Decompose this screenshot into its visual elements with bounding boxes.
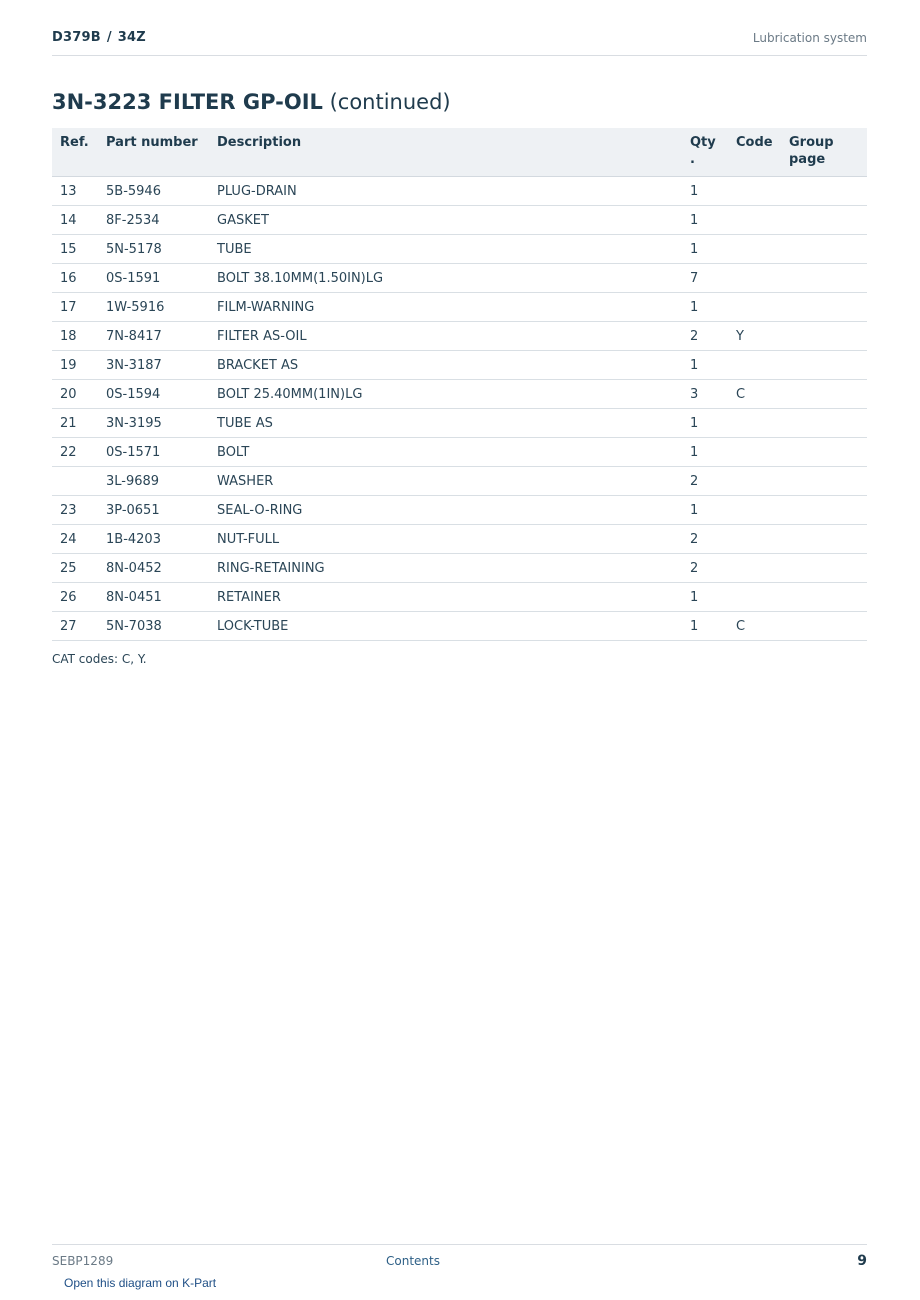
page-header bbox=[52, 28, 867, 56]
cell-qty: 1 bbox=[682, 351, 728, 380]
header-separator: / bbox=[106, 30, 112, 45]
column-header-code: Code bbox=[728, 128, 781, 177]
cell-part-number: 7N-8417 bbox=[98, 322, 209, 351]
table-header-row bbox=[52, 128, 867, 177]
cell-qty: 1 bbox=[682, 583, 728, 612]
cell-description: RING-RETAINING bbox=[209, 554, 682, 583]
cell-ref: 15 bbox=[52, 235, 98, 264]
table-row bbox=[52, 525, 867, 554]
cell-qty: 1 bbox=[682, 612, 728, 641]
table-row bbox=[52, 380, 867, 409]
cell-code: Y bbox=[728, 322, 781, 351]
cell-ref: 16 bbox=[52, 264, 98, 293]
qty-header-line1: Qty bbox=[690, 135, 716, 150]
cell-group-page bbox=[781, 496, 867, 525]
group-header-line2: page bbox=[789, 152, 826, 167]
cell-group-page bbox=[781, 235, 867, 264]
column-header-ref: Ref. bbox=[52, 128, 98, 177]
cell-code bbox=[728, 554, 781, 583]
cell-group-page bbox=[781, 264, 867, 293]
cell-code bbox=[728, 206, 781, 235]
cell-ref: 21 bbox=[52, 409, 98, 438]
cell-ref: 20 bbox=[52, 380, 98, 409]
cell-qty: 2 bbox=[682, 322, 728, 351]
qty-header-line2: . bbox=[690, 152, 695, 167]
cell-code bbox=[728, 438, 781, 467]
cell-group-page bbox=[781, 380, 867, 409]
cell-description: FILTER AS-OIL bbox=[209, 322, 682, 351]
cell-description: GASKET bbox=[209, 206, 682, 235]
cell-part-number: 5N-5178 bbox=[98, 235, 209, 264]
cell-description: PLUG-DRAIN bbox=[209, 177, 682, 206]
cell-part-number: 1W-5916 bbox=[98, 293, 209, 322]
cell-code: C bbox=[728, 380, 781, 409]
cell-qty: 2 bbox=[682, 525, 728, 554]
column-header-qty bbox=[682, 128, 728, 177]
table-row bbox=[52, 438, 867, 467]
cell-part-number: 3N-3187 bbox=[98, 351, 209, 380]
cell-code bbox=[728, 235, 781, 264]
cell-qty: 2 bbox=[682, 554, 728, 583]
cell-qty: 1 bbox=[682, 409, 728, 438]
cell-code bbox=[728, 496, 781, 525]
cell-part-number: 3P-0651 bbox=[98, 496, 209, 525]
table-row bbox=[52, 235, 867, 264]
cell-qty: 1 bbox=[682, 177, 728, 206]
column-header-description: Description bbox=[209, 128, 682, 177]
table-row bbox=[52, 467, 867, 496]
cell-qty: 1 bbox=[682, 235, 728, 264]
contents-link[interactable]: Contents bbox=[386, 1254, 440, 1268]
cell-ref: 25 bbox=[52, 554, 98, 583]
table-row bbox=[52, 612, 867, 641]
open-kpart-link[interactable]: Open this diagram on K-Part bbox=[64, 1276, 217, 1290]
model-code: D379B bbox=[52, 30, 101, 45]
cell-description: TUBE AS bbox=[209, 409, 682, 438]
cell-group-page bbox=[781, 206, 867, 235]
table-row bbox=[52, 583, 867, 612]
cell-part-number: 8N-0452 bbox=[98, 554, 209, 583]
cell-code bbox=[728, 351, 781, 380]
table-row bbox=[52, 293, 867, 322]
serial-prefix: 34Z bbox=[117, 30, 146, 45]
cell-group-page bbox=[781, 438, 867, 467]
cell-code bbox=[728, 583, 781, 612]
page-title bbox=[52, 90, 451, 114]
section-name: Lubrication system bbox=[752, 31, 867, 45]
table-row bbox=[52, 409, 867, 438]
cell-description: FILM-WARNING bbox=[209, 293, 682, 322]
cell-description: TUBE bbox=[209, 235, 682, 264]
parts-table bbox=[52, 128, 867, 641]
cell-description: BOLT bbox=[209, 438, 682, 467]
table-row bbox=[52, 264, 867, 293]
cell-part-number: 8N-0451 bbox=[98, 583, 209, 612]
cell-ref: 13 bbox=[52, 177, 98, 206]
cell-ref: 22 bbox=[52, 438, 98, 467]
cell-code bbox=[728, 293, 781, 322]
cell-part-number: 5N-7038 bbox=[98, 612, 209, 641]
cell-description: NUT-FULL bbox=[209, 525, 682, 554]
cat-codes-note: CAT codes: C, Y. bbox=[52, 652, 147, 666]
cell-ref: 17 bbox=[52, 293, 98, 322]
column-header-group-page bbox=[781, 128, 867, 177]
cell-group-page bbox=[781, 409, 867, 438]
cell-group-page bbox=[781, 612, 867, 641]
table-row bbox=[52, 554, 867, 583]
cell-qty: 1 bbox=[682, 496, 728, 525]
cell-description: WASHER bbox=[209, 467, 682, 496]
page-footer bbox=[52, 1244, 867, 1275]
cell-group-page bbox=[781, 177, 867, 206]
cell-group-page bbox=[781, 583, 867, 612]
table-row bbox=[52, 177, 867, 206]
cell-code bbox=[728, 467, 781, 496]
cell-part-number: 5B-5946 bbox=[98, 177, 209, 206]
table-row bbox=[52, 206, 867, 235]
cell-description: BOLT 38.10MM(1.50IN)LG bbox=[209, 264, 682, 293]
cell-description: RETAINER bbox=[209, 583, 682, 612]
cell-group-page bbox=[781, 322, 867, 351]
cell-description: BOLT 25.40MM(1IN)LG bbox=[209, 380, 682, 409]
cell-ref: 24 bbox=[52, 525, 98, 554]
cell-ref: 27 bbox=[52, 612, 98, 641]
cell-group-page bbox=[781, 525, 867, 554]
cell-part-number: 8F-2534 bbox=[98, 206, 209, 235]
cell-description: SEAL-O-RING bbox=[209, 496, 682, 525]
cell-group-page bbox=[781, 554, 867, 583]
cell-code bbox=[728, 177, 781, 206]
column-header-part-number: Part number bbox=[98, 128, 209, 177]
cell-description: LOCK-TUBE bbox=[209, 612, 682, 641]
cell-group-page bbox=[781, 467, 867, 496]
cell-code: C bbox=[728, 612, 781, 641]
cell-group-page bbox=[781, 293, 867, 322]
cell-qty: 3 bbox=[682, 380, 728, 409]
cell-code bbox=[728, 409, 781, 438]
parts-table-body bbox=[52, 177, 867, 641]
cell-ref: 18 bbox=[52, 322, 98, 351]
cell-description: BRACKET AS bbox=[209, 351, 682, 380]
continued-label: (continued) bbox=[329, 90, 451, 114]
cell-qty: 1 bbox=[682, 293, 728, 322]
cell-ref: 26 bbox=[52, 583, 98, 612]
cell-code bbox=[728, 264, 781, 293]
table-row bbox=[52, 351, 867, 380]
cell-part-number: 0S-1591 bbox=[98, 264, 209, 293]
cell-code bbox=[728, 525, 781, 554]
cell-qty: 1 bbox=[682, 206, 728, 235]
group-header-line1: Group bbox=[789, 135, 834, 150]
cell-part-number: 1B-4203 bbox=[98, 525, 209, 554]
cell-qty: 2 bbox=[682, 467, 728, 496]
document-id bbox=[52, 30, 146, 45]
cell-ref: 14 bbox=[52, 206, 98, 235]
cell-qty: 1 bbox=[682, 438, 728, 467]
cell-part-number: 0S-1594 bbox=[98, 380, 209, 409]
cell-group-page bbox=[781, 351, 867, 380]
page-number: 9 bbox=[857, 1253, 867, 1269]
cell-qty: 7 bbox=[682, 264, 728, 293]
cell-ref: 19 bbox=[52, 351, 98, 380]
document-number: SEBP1289 bbox=[52, 1254, 114, 1268]
table-row bbox=[52, 496, 867, 525]
table-row bbox=[52, 322, 867, 351]
cell-part-number: 3L-9689 bbox=[98, 467, 209, 496]
cell-ref: 23 bbox=[52, 496, 98, 525]
cell-part-number: 0S-1571 bbox=[98, 438, 209, 467]
assembly-title: 3N-3223 FILTER GP-OIL bbox=[52, 90, 323, 114]
cell-part-number: 3N-3195 bbox=[98, 409, 209, 438]
cell-ref bbox=[52, 467, 98, 496]
